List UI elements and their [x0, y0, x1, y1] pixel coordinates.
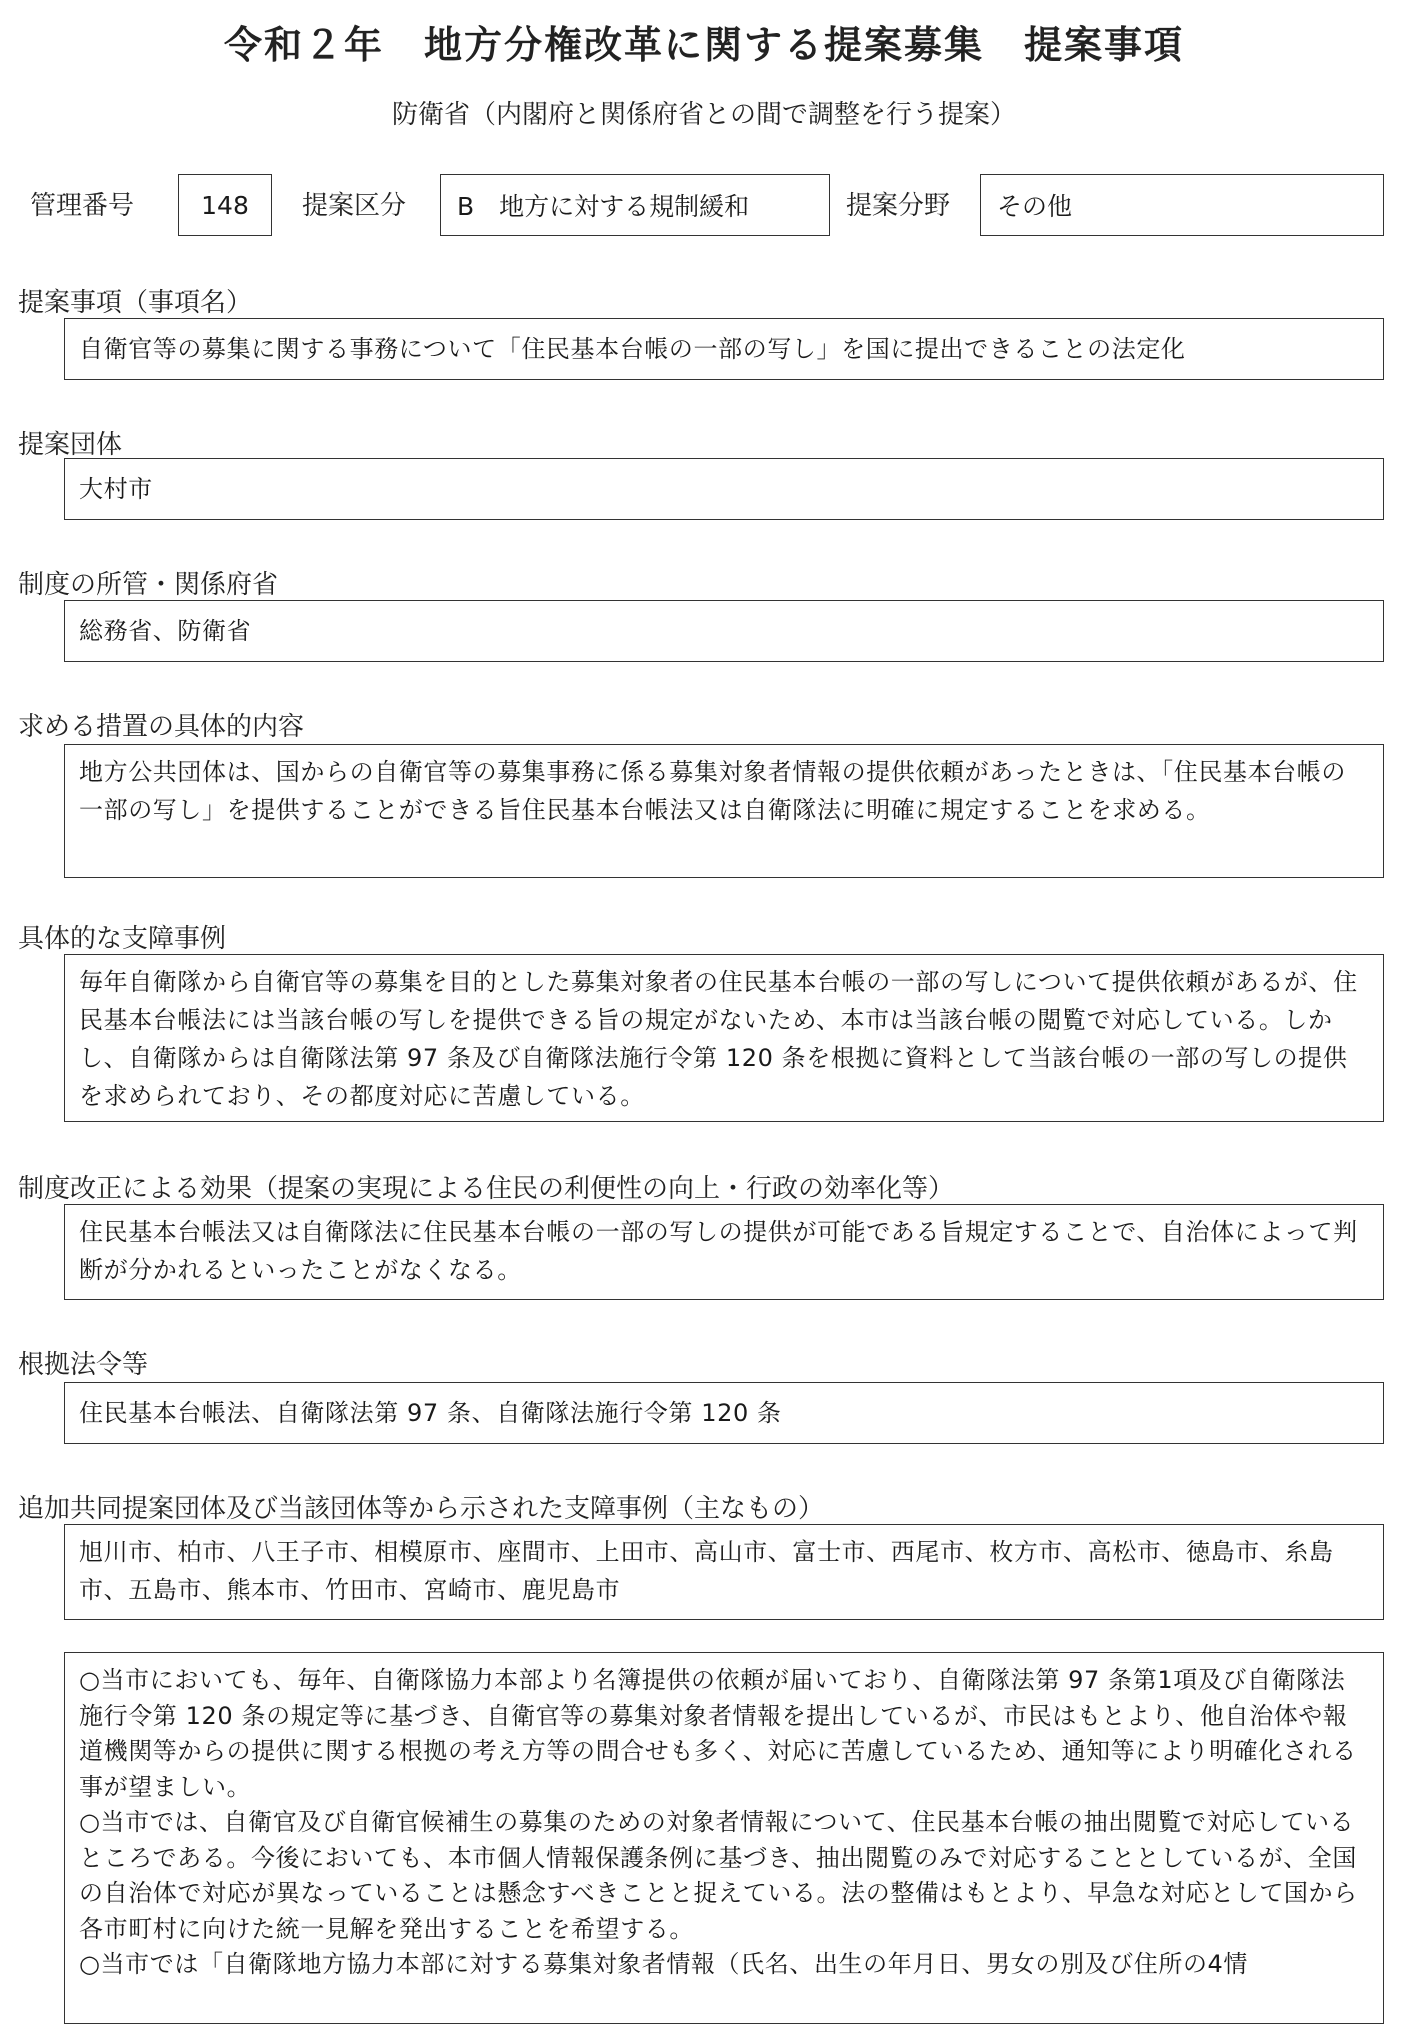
requested-measure-box — [64, 744, 1384, 878]
requested-measure-text: 地方公共団体は、国からの自衛官等の募集事務に係る募集対象者情報の提供依頼があったときは、「住民基本台帳の一部の写し」を提供することができる旨住民基本台帳法又は自衛隊法に明確に規定することを求める。 — [79, 758, 1346, 824]
legal-basis-box — [64, 1382, 1384, 1444]
proposal-item-label: 提案事項（事項名） — [18, 288, 253, 318]
category-value: B 地方に対する規制緩和 — [440, 174, 830, 236]
ministry-box — [64, 600, 1384, 662]
ministry-text: 総務省、防衛省 — [79, 617, 252, 645]
problem-case-text: 毎年自衛隊から自衛官等の募集を目的とした募集対象者の住民基本台帳の一部の写しについて提供依頼があるが、住民基本台帳法には当該台帳の写しを提供できる旨の規定がないため、本市は当該台帳の閲覧で対応している。しかし、自衛隊からは自衛隊法第 97 条及び自衛隊法施行令第 120 条を根拠に資料として当該台帳の一部の写しの提供を求められており、その都度対応に苦慮している。 — [79, 968, 1358, 1110]
proposing-body-text: 大村市 — [79, 475, 153, 503]
proposal-item-box — [64, 318, 1384, 380]
legal-basis-label: 根拠法令等 — [18, 1350, 149, 1380]
legal-basis-text: 住民基本台帳法、自衛隊法第 97 条、自衛隊法施行令第 120 条 — [79, 1399, 782, 1427]
effect-label: 制度改正による効果（提案の実現による住民の利便性の向上・行政の効率化等） — [18, 1174, 955, 1204]
ministry-label: 制度の所管・関係府省 — [18, 570, 279, 600]
management-number-label: 管理番号 — [30, 191, 135, 221]
document-subtitle: 防衛省（内閣府と関係府省との間で調整を行う提案） — [391, 100, 1016, 130]
problem-case-box — [64, 954, 1384, 1122]
field-label: 提案分野 — [846, 191, 951, 221]
problem-note-3: ○当市では「自衛隊地方協力本部に対する募集対象者情報（氏名、出生の年月日、男女の別及び住所の4情 — [79, 1950, 1249, 1978]
effect-text: 住民基本台帳法又は自衛隊法に住民基本台帳の一部の写しの提供が可能である旨規定することで、自治体によって判断が分かれるといったことがなくなる。 — [79, 1218, 1358, 1284]
proposing-body-label: 提案団体 — [18, 430, 123, 460]
document-title: 令和２年 地方分権改革に関する提案募集 提案事項 — [223, 23, 1184, 67]
problem-note-2: ○当市では、自衛官及び自衛官候補生の募集のための対象者情報について、住民基本台帳の抽出閲覧で対応しているところである。今後においても、本市個人情報保護条例に基づき、抽出閲覧のみで対応することとしているが、全国の自治体で対応が異なっていることは懸念すべきことと捉えている。法の整備はもとより、早急な対応として国から各市町村に向けた統一見解を発出することを希望する。 — [79, 1808, 1358, 1943]
effect-box — [64, 1204, 1384, 1300]
proposing-body-box — [64, 458, 1384, 520]
problem-note-1: ○当市においても、毎年、自衛隊協力本部より名簿提供の依頼が届いており、自衛隊法第 97 条第1項及び自衛隊法施行令第 120 条の規定等に基づき、自衛官等の募集対象者情報を提出しているが、市民はもとより、他自治体や報道機関等からの提供に関する根拠の考え方等の問合せも多く、対応に苦慮しているため、通知等により明確化される事が望ましい。 — [79, 1666, 1357, 1801]
requested-measure-label: 求める措置の具体的内容 — [18, 712, 305, 742]
field-value: その他 — [980, 174, 1384, 236]
proposal-item-text: 自衛官等の募集に関する事務について「住民基本台帳の一部の写し」を国に提出できることの法定化 — [79, 335, 1186, 363]
management-number-value: 148 — [178, 174, 272, 236]
co-proposers-box — [64, 1524, 1384, 1620]
co-proposers-label: 追加共同提案団体及び当該団体等から示された支障事例（主なもの） — [18, 1494, 825, 1524]
problem-case-label: 具体的な支障事例 — [18, 924, 227, 954]
category-label: 提案区分 — [302, 191, 407, 221]
co-proposer-problem-cases-box — [64, 1652, 1384, 2024]
co-proposers-text: 旭川市、柏市、八王子市、相模原市、座間市、上田市、高山市、富士市、西尾市、枚方市、高松市、徳島市、糸島市、五島市、熊本市、竹田市、宮崎市、鹿児島市 — [79, 1538, 1334, 1604]
